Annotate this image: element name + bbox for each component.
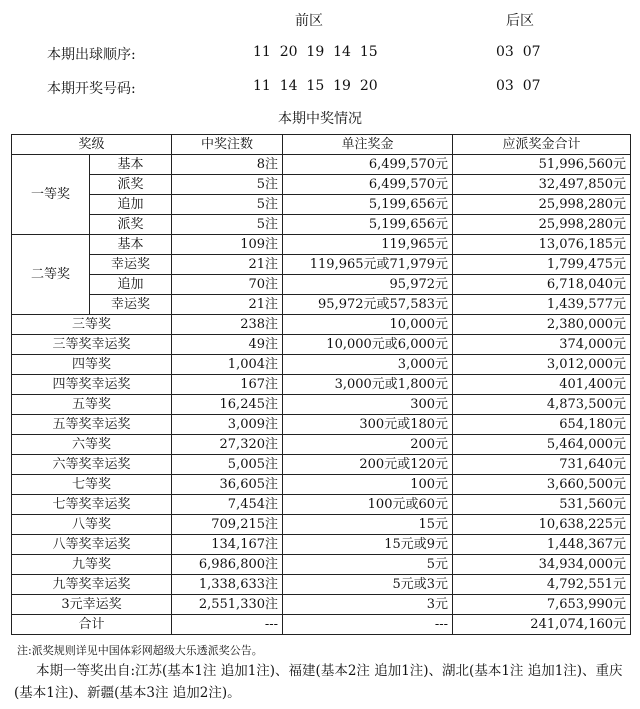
winner-count: 5注 [172, 195, 283, 215]
prize-level-name: 九等奖 [12, 555, 172, 575]
prize-level-name: 三等奖幸运奖 [12, 335, 172, 355]
winner-count: 709,215注 [172, 515, 283, 535]
table-row [12, 595, 631, 615]
winning-numbers-front: 11 14 15 19 20 [253, 78, 378, 94]
prize-level-name: 四等奖幸运奖 [12, 375, 172, 395]
prize-level-name: 四等奖 [12, 355, 172, 375]
total-prize: 2,380,000元 [453, 315, 631, 335]
table-row [12, 215, 631, 235]
winner-count: 2,551,330注 [172, 595, 283, 615]
total-prize: 34,934,000元 [453, 555, 631, 575]
winner-count: 49注 [172, 335, 283, 355]
prize-level-name: 七等奖幸运奖 [12, 495, 172, 515]
winner-count: 1,338,633注 [172, 575, 283, 595]
winner-count: 134,167注 [172, 535, 283, 555]
single-prize: 5,199,656元 [283, 215, 453, 235]
single-prize: 3,000元或1,800元 [283, 375, 453, 395]
single-prize: 95,972元或57,583元 [283, 295, 453, 315]
prize-table [11, 134, 631, 635]
total-prize: 1,448,367元 [453, 535, 631, 555]
header-total-prize: 应派奖金合计 [453, 135, 631, 155]
total-prize: 241,074,160元 [453, 615, 631, 635]
winning-numbers-back: 03 07 [496, 78, 541, 94]
single-prize: 6,499,570元 [283, 175, 453, 195]
total-prize: 5,464,000元 [453, 435, 631, 455]
total-prize: 3,660,500元 [453, 475, 631, 495]
prize-level-name: 八等奖 [12, 515, 172, 535]
winner-count: 7,454注 [172, 495, 283, 515]
prize-sub-type: 幸运奖 [90, 295, 172, 315]
table-row [12, 435, 631, 455]
single-prize: 95,972元 [283, 275, 453, 295]
total-prize: 7,653,990元 [453, 595, 631, 615]
winner-count: --- [172, 615, 283, 635]
total-prize: 654,180元 [453, 415, 631, 435]
table-row [12, 515, 631, 535]
draw-order-label: 本期出球顺序: [47, 47, 136, 63]
single-prize: 6,499,570元 [283, 155, 453, 175]
total-prize: 13,076,185元 [453, 235, 631, 255]
winning-numbers-label: 本期开奖号码: [47, 81, 136, 97]
front-zone-title: 前区 [295, 13, 323, 29]
total-prize: 4,792,551元 [453, 575, 631, 595]
table-row [12, 475, 631, 495]
winner-count: 6,986,800注 [172, 555, 283, 575]
table-row [12, 275, 631, 295]
total-prize: 4,873,500元 [453, 395, 631, 415]
table-row [12, 155, 631, 175]
draw-order-row [0, 44, 640, 66]
prize-sub-type: 基本 [90, 155, 172, 175]
total-prize: 401,400元 [453, 375, 631, 395]
single-prize: 100元 [283, 475, 453, 495]
draw-order-back: 03 07 [496, 44, 541, 60]
prize-sub-type: 派奖 [90, 215, 172, 235]
prize-level-name: 五等奖幸运奖 [12, 415, 172, 435]
winner-count: 238注 [172, 315, 283, 335]
prize-sub-type: 追加 [90, 275, 172, 295]
single-prize: 200元或120元 [283, 455, 453, 475]
single-prize: 5元 [283, 555, 453, 575]
prize-level-name: 三等奖 [12, 315, 172, 335]
draw-order-front: 11 20 19 14 15 [253, 44, 378, 60]
table-row [12, 455, 631, 475]
winner-count: 3,009注 [172, 415, 283, 435]
total-prize: 374,000元 [453, 335, 631, 355]
single-prize: 119,965元 [283, 235, 453, 255]
prize-sub-type: 幸运奖 [90, 255, 172, 275]
total-prize: 531,560元 [453, 495, 631, 515]
total-prize: 25,998,280元 [453, 215, 631, 235]
table-row [12, 495, 631, 515]
winner-count: 70注 [172, 275, 283, 295]
single-prize: 5,199,656元 [283, 195, 453, 215]
single-prize: 200元 [283, 435, 453, 455]
single-prize: 15元或9元 [283, 535, 453, 555]
winner-count: 21注 [172, 295, 283, 315]
prize-sub-type: 基本 [90, 235, 172, 255]
section-title: 本期中奖情况 [278, 111, 362, 127]
prize-group-name: 二等奖 [12, 235, 90, 315]
winner-count: 5注 [172, 215, 283, 235]
table-row [12, 375, 631, 395]
first-prize-origin: 本期一等奖出自:江苏(基本1注 追加1注)、福建(基本2注 追加1注)、湖北(基本1注 追加1注)、重庆(基本1注)、新疆(基本3注 追加2注)。 [14, 663, 623, 701]
table-header-row [12, 135, 631, 155]
winner-count: 8注 [172, 155, 283, 175]
table-row [12, 415, 631, 435]
winner-count: 5注 [172, 175, 283, 195]
winner-count: 27,320注 [172, 435, 283, 455]
single-prize: 3,000元 [283, 355, 453, 375]
single-prize: 10,000元 [283, 315, 453, 335]
total-prize: 10,638,225元 [453, 515, 631, 535]
total-prize: 6,718,040元 [453, 275, 631, 295]
single-prize: 10,000元或6,000元 [283, 335, 453, 355]
footnote: 注:派奖规则详见中国体彩网超级大乐透派奖公告。 [17, 644, 263, 657]
prize-sub-type: 派奖 [90, 175, 172, 195]
single-prize: 15元 [283, 515, 453, 535]
winner-count: 16,245注 [172, 395, 283, 415]
winning-numbers-row [0, 78, 640, 100]
prize-group-name: 一等奖 [12, 155, 90, 235]
prize-level-name: 六等奖 [12, 435, 172, 455]
total-prize: 3,012,000元 [453, 355, 631, 375]
table-row [12, 355, 631, 375]
prize-sub-type: 追加 [90, 195, 172, 215]
total-prize: 731,640元 [453, 455, 631, 475]
winner-count: 36,605注 [172, 475, 283, 495]
total-prize: 1,799,475元 [453, 255, 631, 275]
table-row [12, 335, 631, 355]
header-column-titles [0, 10, 640, 32]
winner-count: 167注 [172, 375, 283, 395]
single-prize: 100元或60元 [283, 495, 453, 515]
winner-count: 1,004注 [172, 355, 283, 375]
total-prize: 32,497,850元 [453, 175, 631, 195]
table-row [12, 555, 631, 575]
winner-count: 21注 [172, 255, 283, 275]
table-row [12, 175, 631, 195]
table-row [12, 255, 631, 275]
table-row [12, 535, 631, 555]
header-winner-count: 中奖注数 [172, 135, 283, 155]
prize-level-name: 九等奖幸运奖 [12, 575, 172, 595]
table-row [12, 615, 631, 635]
total-prize: 51,996,560元 [453, 155, 631, 175]
prize-level-name: 八等奖幸运奖 [12, 535, 172, 555]
table-row [12, 295, 631, 315]
table-row [12, 315, 631, 335]
table-row [12, 195, 631, 215]
winner-count: 109注 [172, 235, 283, 255]
single-prize: 300元或180元 [283, 415, 453, 435]
prize-level-name: 3元幸运奖 [12, 595, 172, 615]
prize-level-name: 合计 [12, 615, 172, 635]
header-single-prize: 单注奖金 [283, 135, 453, 155]
back-zone-title: 后区 [506, 13, 534, 29]
total-prize: 25,998,280元 [453, 195, 631, 215]
table-row [12, 235, 631, 255]
single-prize: --- [283, 615, 453, 635]
table-row [12, 395, 631, 415]
single-prize: 300元 [283, 395, 453, 415]
prize-level-name: 七等奖 [12, 475, 172, 495]
single-prize: 119,965元或71,979元 [283, 255, 453, 275]
single-prize: 5元或3元 [283, 575, 453, 595]
prize-level-name: 六等奖幸运奖 [12, 455, 172, 475]
single-prize: 3元 [283, 595, 453, 615]
total-prize: 1,439,577元 [453, 295, 631, 315]
prize-level-name: 五等奖 [12, 395, 172, 415]
header-prize-level: 奖级 [12, 135, 172, 155]
prize-table-body [12, 155, 631, 635]
table-row [12, 575, 631, 595]
winner-count: 5,005注 [172, 455, 283, 475]
